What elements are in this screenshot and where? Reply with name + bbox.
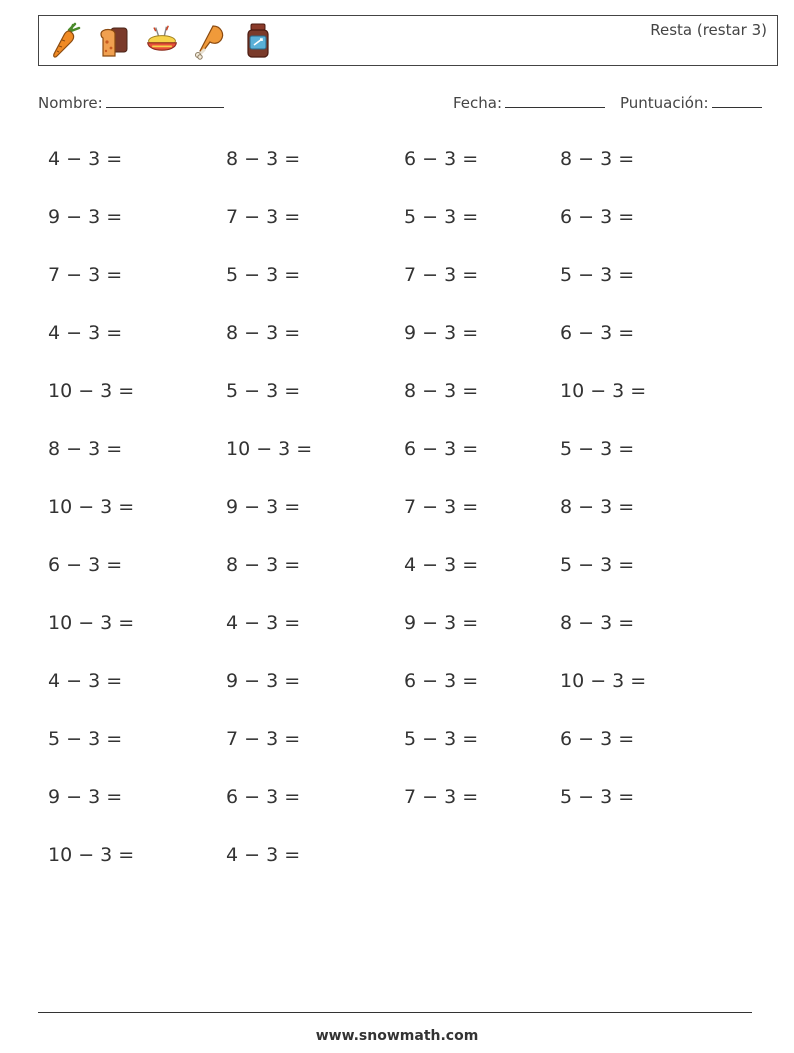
problem-7-3: 7 − 3 = (404, 496, 479, 518)
footer-rule (38, 1012, 752, 1013)
problem-3-2: 5 − 3 = (226, 264, 301, 286)
problem-1-3: 6 − 3 = (404, 148, 479, 170)
problem-9-4: 8 − 3 = (560, 612, 635, 634)
problem-2-4: 6 − 3 = (560, 206, 635, 228)
problem-5-3: 8 − 3 = (404, 380, 479, 402)
problem-9-3: 9 − 3 = (404, 612, 479, 634)
problem-4-1: 4 − 3 = (48, 322, 123, 344)
problem-6-4: 5 − 3 = (560, 438, 635, 460)
problem-1-2: 8 − 3 = (226, 148, 301, 170)
problem-9-1: 10 − 3 = (48, 612, 135, 634)
problem-10-2: 9 − 3 = (226, 670, 301, 692)
problem-2-2: 7 − 3 = (226, 206, 301, 228)
problem-7-2: 9 − 3 = (226, 496, 301, 518)
date-label: Fecha: (453, 94, 503, 112)
problem-8-4: 5 − 3 = (560, 554, 635, 576)
problem-6-1: 8 − 3 = (48, 438, 123, 460)
problem-1-4: 8 − 3 = (560, 148, 635, 170)
problem-11-4: 6 − 3 = (560, 728, 635, 750)
problem-3-3: 7 − 3 = (404, 264, 479, 286)
problem-13-1: 10 − 3 = (48, 844, 135, 866)
problem-10-3: 6 − 3 = (404, 670, 479, 692)
score-label: Puntuación: (620, 94, 709, 112)
problem-1-1: 4 − 3 = (48, 148, 123, 170)
problem-13-2: 4 − 3 = (226, 844, 301, 866)
problem-12-4: 5 − 3 = (560, 786, 635, 808)
problem-4-4: 6 − 3 = (560, 322, 635, 344)
problem-8-3: 4 − 3 = (404, 554, 479, 576)
problem-11-3: 5 − 3 = (404, 728, 479, 750)
problem-4-2: 8 − 3 = (226, 322, 301, 344)
problem-3-1: 7 − 3 = (48, 264, 123, 286)
problem-10-1: 4 − 3 = (48, 670, 123, 692)
problem-5-1: 10 − 3 = (48, 380, 135, 402)
name-label: Nombre: (38, 94, 103, 112)
problem-8-1: 6 − 3 = (48, 554, 123, 576)
problem-12-1: 9 − 3 = (48, 786, 123, 808)
problem-2-3: 5 − 3 = (404, 206, 479, 228)
problem-9-2: 4 − 3 = (226, 612, 301, 634)
problem-7-4: 8 − 3 = (560, 496, 635, 518)
worksheet-title: Resta (restar 3) (650, 21, 767, 39)
problem-11-2: 7 − 3 = (226, 728, 301, 750)
problem-5-2: 5 − 3 = (226, 380, 301, 402)
problem-8-2: 8 − 3 = (226, 554, 301, 576)
problem-12-3: 7 − 3 = (404, 786, 479, 808)
problem-10-4: 10 − 3 = (560, 670, 647, 692)
problem-2-1: 9 − 3 = (48, 206, 123, 228)
problem-11-1: 5 − 3 = (48, 728, 123, 750)
footer-url: www.snowmath.com (315, 1028, 479, 1044)
problem-6-3: 6 − 3 = (404, 438, 479, 460)
problem-5-4: 10 − 3 = (560, 380, 647, 402)
problem-6-2: 10 − 3 = (226, 438, 313, 460)
problem-4-3: 9 − 3 = (404, 322, 479, 344)
problem-12-2: 6 − 3 = (226, 786, 301, 808)
problem-7-1: 10 − 3 = (48, 496, 135, 518)
problem-3-4: 5 − 3 = (560, 264, 635, 286)
